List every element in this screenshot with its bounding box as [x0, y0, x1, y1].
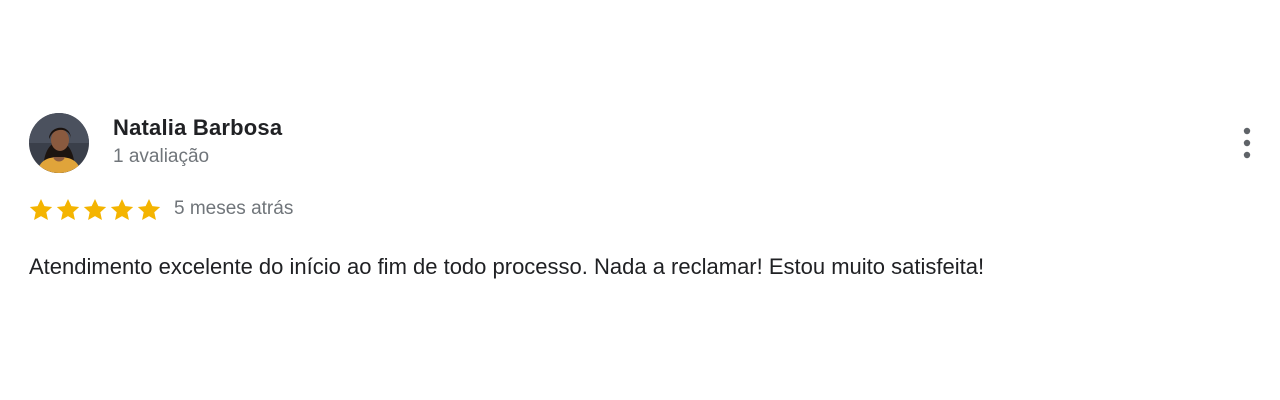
star-icon [82, 197, 108, 223]
star-icon [55, 197, 81, 223]
review-count: 1 avaliação [113, 146, 210, 167]
reviewer-name[interactable]: Natalia Barbosa [113, 115, 283, 140]
profile-photo-icon [29, 113, 89, 173]
star-rating [28, 197, 162, 223]
review-date: 5 meses atrás [174, 198, 294, 219]
avatar[interactable] [29, 113, 89, 173]
more-options-button[interactable] [1234, 124, 1260, 164]
star-icon [28, 197, 54, 223]
star-icon [136, 197, 162, 223]
star-icon [109, 197, 135, 223]
review-text: Atendimento excelente do início ao fim de todo processo. Nada a reclamar! Estou muito satisfeita! [29, 254, 985, 279]
more-vertical-icon [1234, 124, 1260, 164]
